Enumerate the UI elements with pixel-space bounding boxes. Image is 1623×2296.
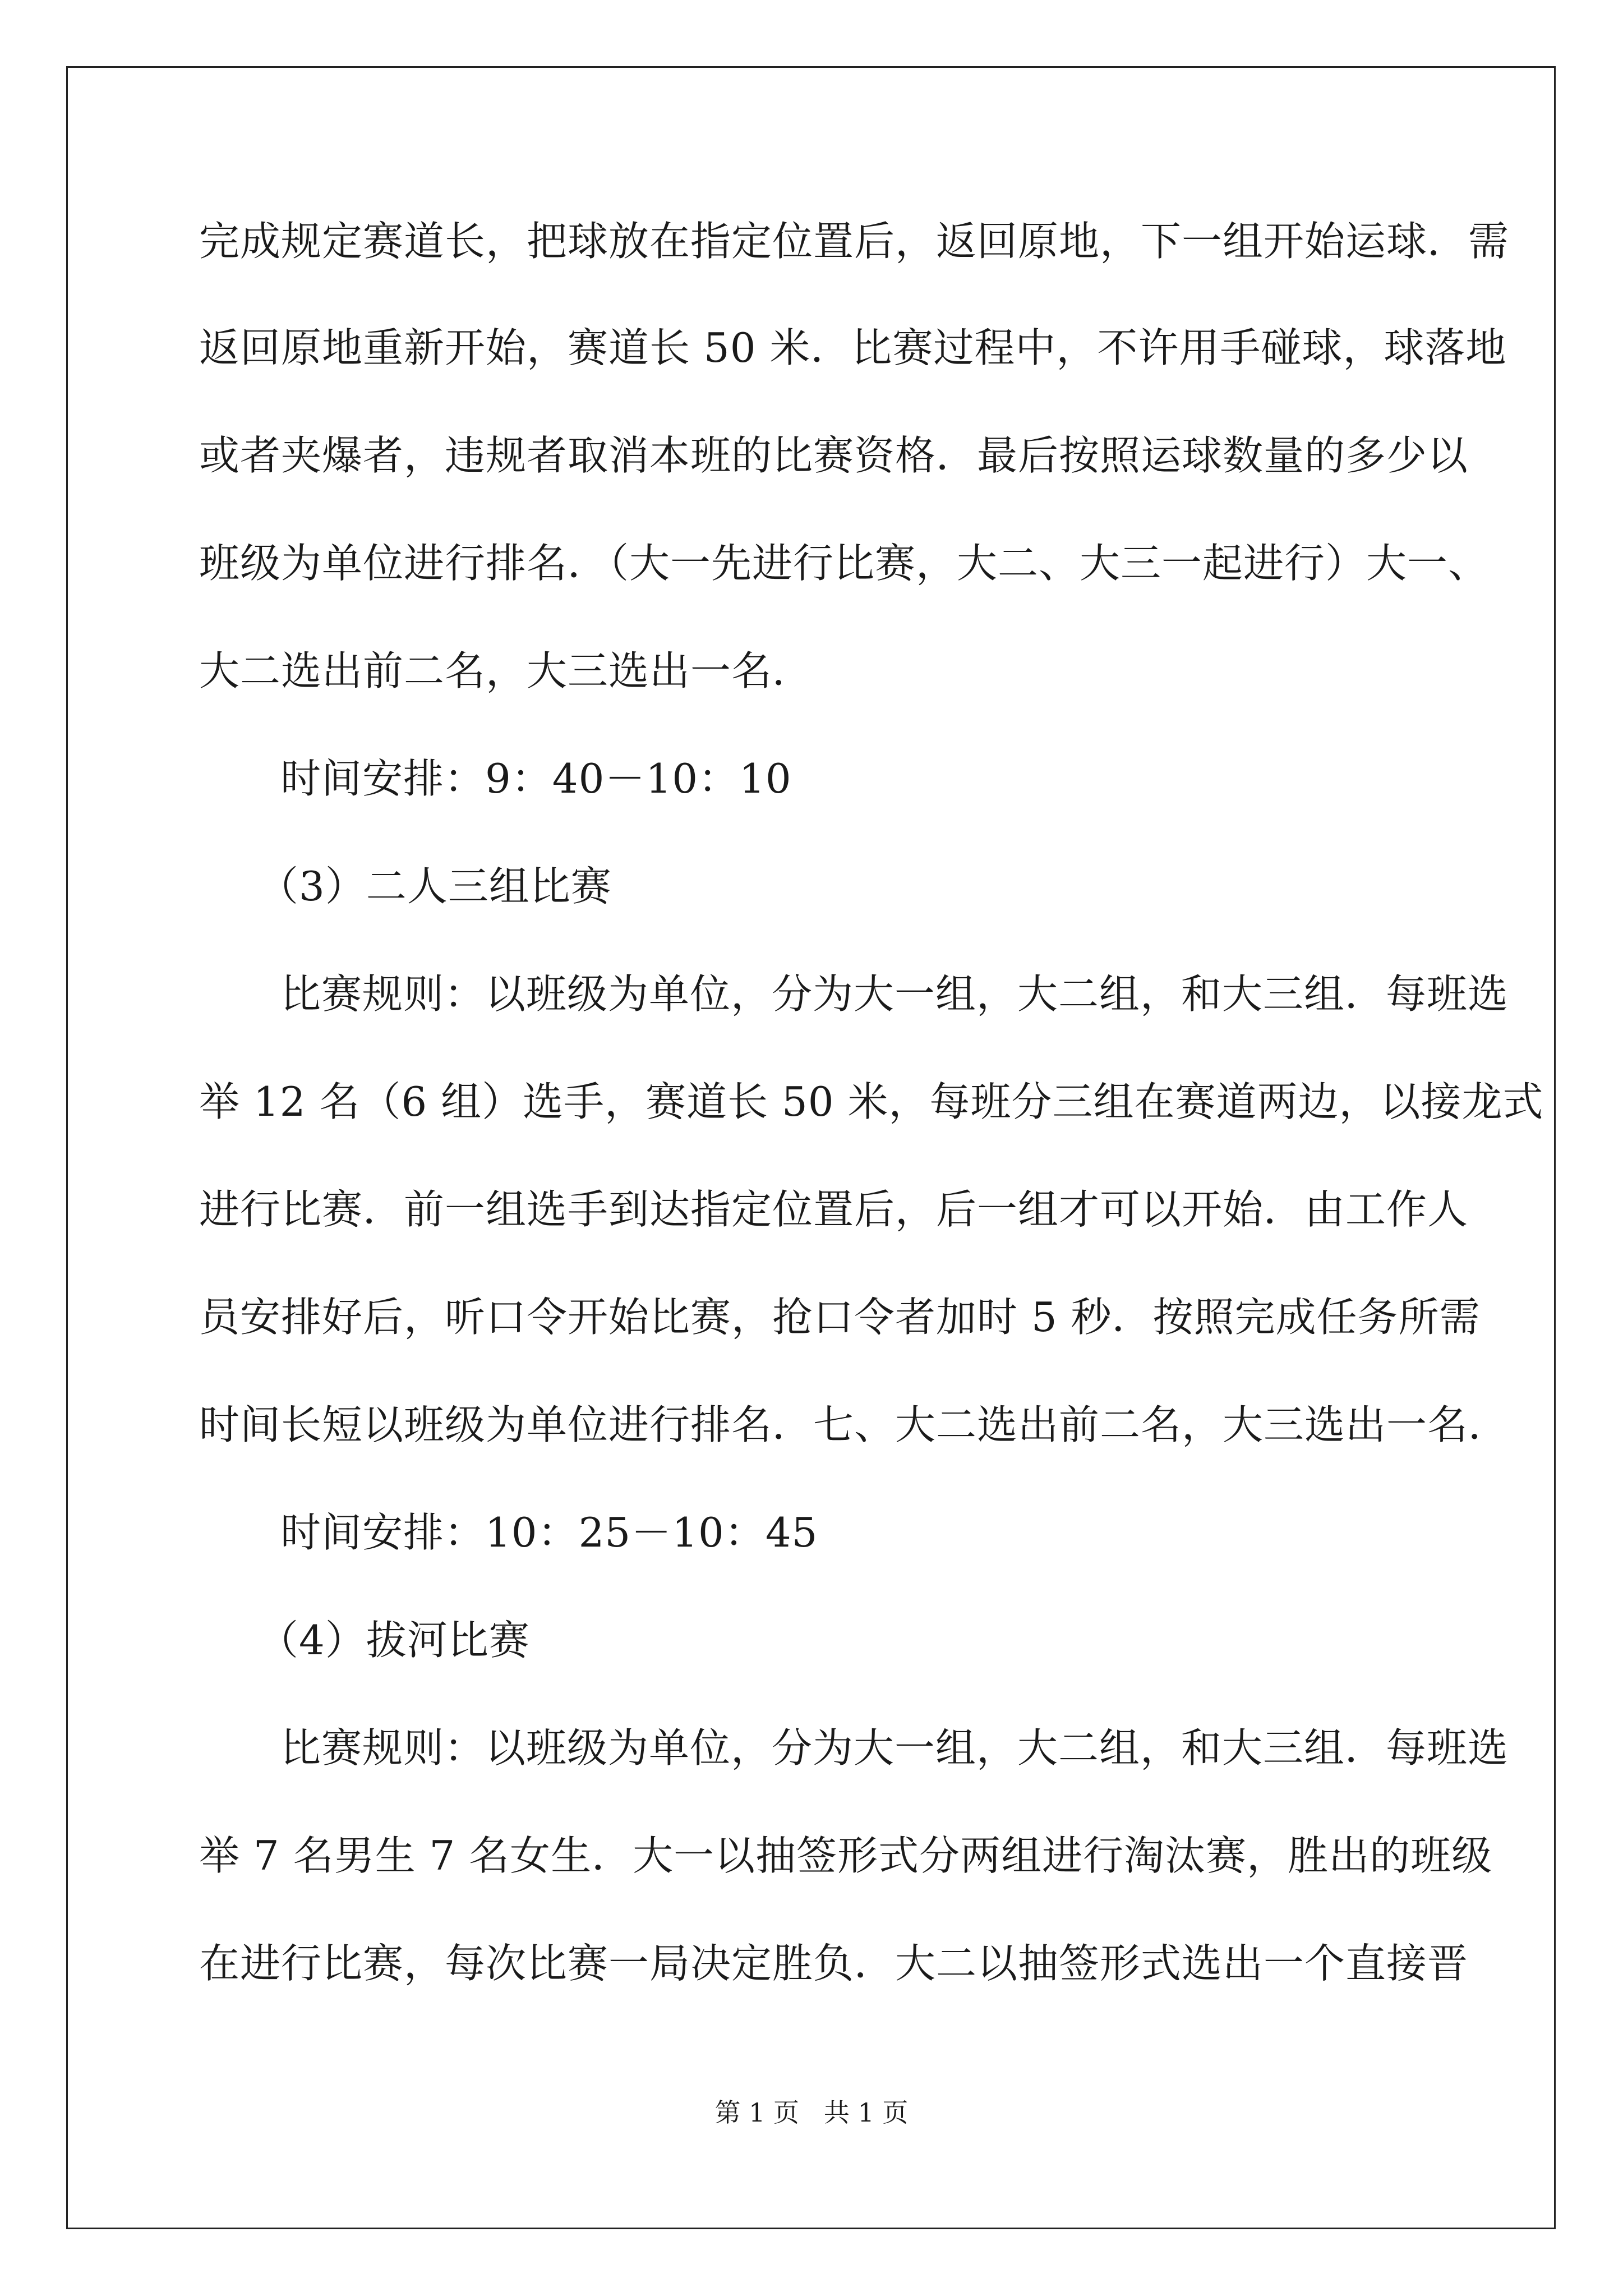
text-line: 进行比赛．前一组选手到达指定位置后，后一组才可以开始．由工作人	[199, 1186, 1469, 1233]
text-line: 完成规定赛道长，把球放在指定位置后，返回原地，下一组开始运球．需	[199, 218, 1510, 265]
rules-paragraph-start: 比赛规则：以班级为单位，分为大一组，大二组，和大三组．每班选	[280, 1724, 1509, 1772]
text-line: 或者夹爆者，违规者取消本班的比赛资格．最后按照运球数量的多少以	[199, 432, 1469, 479]
rules-paragraph-start: 比赛规则：以班级为单位，分为大一组，大二组，和大三组．每班选	[280, 970, 1509, 1018]
page-border	[66, 66, 1556, 2229]
section-heading: （3）二人三组比赛	[258, 863, 612, 910]
schedule-time: 时间安排：9：40－10：10	[280, 755, 792, 802]
text-line: 举 12 名（6 组）选手，赛道长 50 米，每班分三组在赛道两边，以接龙式	[199, 1078, 1544, 1125]
text-line: 返回原地重新开始，赛道长 50 米．比赛过程中，不许用手碰球，球落地	[199, 324, 1507, 371]
text-line: 大二选出前二名，大三选出一名．	[199, 647, 814, 694]
page-number-footer: 第 1 页 共 1 页	[714, 2097, 909, 2128]
text-line: 班级为单位进行排名．（大一先进行比赛，大二、大三一起进行）大一、	[199, 540, 1490, 587]
text-line: 在进行比赛，每次比赛一局决定胜负．大二以抽签形式选出一个直接晋	[199, 1940, 1469, 1987]
schedule-time: 时间安排：10：25－10：45	[280, 1509, 818, 1556]
text-line: 员安排好后，听口令开始比赛，抢口令者加时 5 秒．按照完成任务所需	[199, 1294, 1481, 1341]
text-line: 举 7 名男生 7 名女生．大一以抽签形式分两组进行淘汰赛，胜出的班级	[199, 1832, 1493, 1879]
text-line: 时间长短以班级为单位进行排名．七、大二选出前二名，大三选出一名．	[199, 1401, 1510, 1448]
section-heading: （4）拔河比赛	[258, 1617, 530, 1664]
